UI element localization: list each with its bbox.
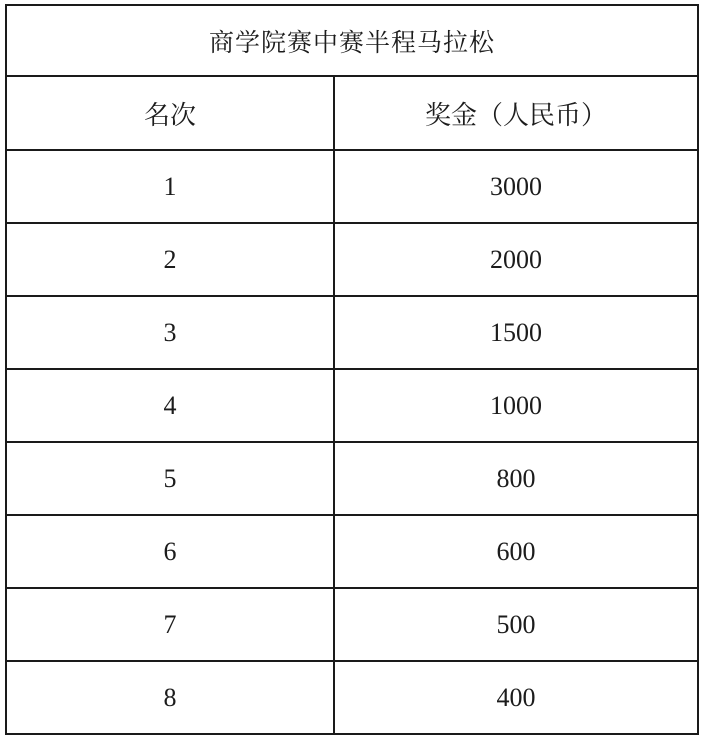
prize-cell: 1000	[334, 369, 698, 442]
table-title-row	[6, 5, 698, 76]
table-row	[6, 150, 698, 223]
rank-cell: 7	[6, 588, 334, 661]
table-row	[6, 442, 698, 515]
table-row	[6, 223, 698, 296]
rank-cell: 8	[6, 661, 334, 734]
prize-cell: 1500	[334, 296, 698, 369]
column-header-rank: 名次	[6, 76, 334, 150]
prize-cell: 2000	[334, 223, 698, 296]
rank-cell: 4	[6, 369, 334, 442]
table-row	[6, 515, 698, 588]
column-header-prize: 奖金（人民币）	[334, 76, 698, 150]
rank-cell: 2	[6, 223, 334, 296]
table-row	[6, 296, 698, 369]
rank-cell: 3	[6, 296, 334, 369]
rank-cell: 6	[6, 515, 334, 588]
table-body	[6, 150, 698, 734]
prize-cell: 600	[334, 515, 698, 588]
prize-table	[5, 4, 699, 735]
table-row	[6, 369, 698, 442]
table-row	[6, 588, 698, 661]
table-row	[6, 661, 698, 734]
prize-cell: 800	[334, 442, 698, 515]
prize-cell: 500	[334, 588, 698, 661]
table-title: 商学院赛中赛半程马拉松	[6, 5, 698, 76]
prize-cell: 400	[334, 661, 698, 734]
rank-cell: 1	[6, 150, 334, 223]
table-header-row	[6, 76, 698, 150]
prize-cell: 3000	[334, 150, 698, 223]
rank-cell: 5	[6, 442, 334, 515]
